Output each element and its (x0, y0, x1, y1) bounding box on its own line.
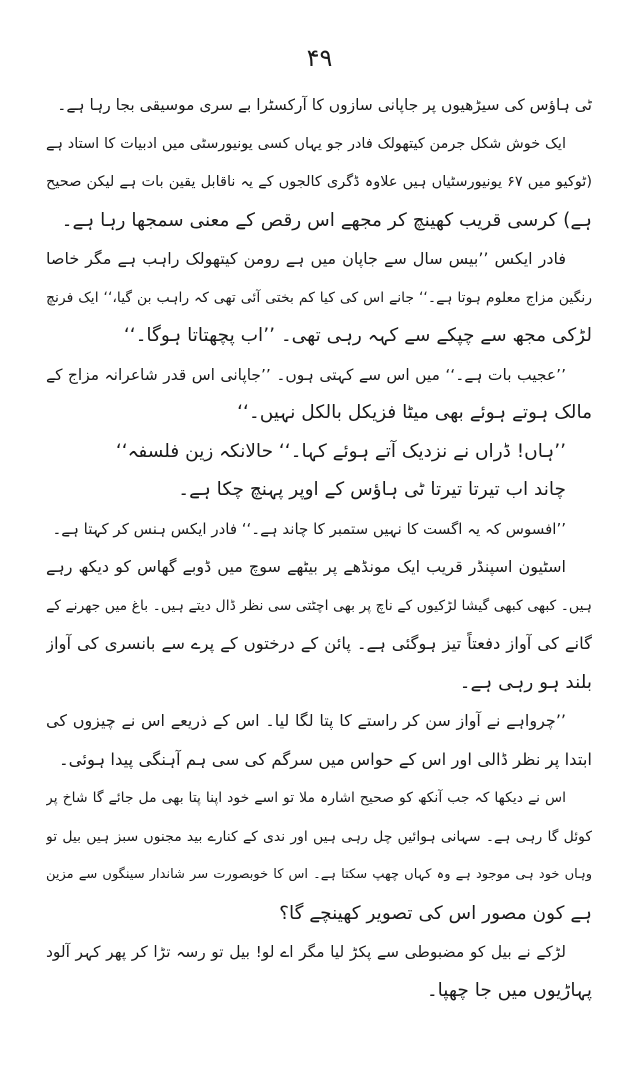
text-line: ’’عجیب بات ہے۔‘‘ میں اس سے کہتی ہوں۔ ’’جاپانی اس قدر شاعرانہ مزاج کے (46, 365, 566, 384)
text-line: وہاں خود ہی موجود ہے وہ کہاں چھپ سکتا ہے۔ اس کا خوبصورت سر شاندار سینگوں سے مزین (46, 867, 592, 882)
text-line: ایک خوش شکل جرمن کیتھولک فادر جو یہاں کسی یونیورسٹی میں ادبیات کا استاد ہے (46, 135, 566, 152)
page-number: ۴۹ (306, 44, 333, 72)
text-line: ’’ہاں! ڈراں نے نزدیک آتے ہوئے کہا۔‘‘ حالانکہ زین فلسفہ‘‘ (115, 440, 566, 462)
text-line: ہیں۔ کبھی کبھی گیشا لڑکیوں کے ناچ پر بھی اچٹتی سی نظر ڈال دیتے ہیں۔ باغ میں جھرنے کے (46, 597, 592, 614)
text-line: ’’چرواہے نے آواز سن کر راستے کا پتا لگا لیا۔ اس کے ذریعے اس نے چیزوں کی (46, 711, 566, 730)
text-line: اس نے دیکھا کہ جب آنکھ کو صحیح اشارہ ملا تو اسے خود اپنا پتا بھی مل جائے گا شاخ پر (46, 790, 566, 806)
text-line: لڑکی مجھ سے چپکے سے کہہ رہی تھی۔ ’’اب پچھتاتا ہوگا۔‘‘ (123, 325, 592, 346)
text-line: پہاڑیوں میں جا چھپا۔ (426, 979, 592, 1001)
text-line: ’’افسوس کہ یہ اگست کا نہیں ستمبر کا چاند ہے۔‘‘ فادر ایکس ہنس کر کہتا ہے۔ (52, 519, 566, 538)
body-text (46, 86, 592, 1010)
text-line: مالک ہوتے ہوئے بھی میٹا فزیکل بالکل نہیں۔‘‘ (237, 402, 592, 423)
text-line: گانے کی آواز دفعتاً تیز ہوگئی ہے۔ پائن کے درختوں کے پرے سے بانسری کی آواز (46, 634, 592, 653)
text-line: بلند ہو رہی ہے۔ (459, 671, 592, 693)
text-line: کوئل گا رہی ہے۔ سہانی ہوائیں چل رہی ہیں اور ندی کے کنارے بید مجنوں سبز ہیں بیل تو (46, 828, 592, 845)
text-line: ابتدا پر نظر ڈالی اور اس کے حواس میں سرگم کی سی ہم آہنگی پیدا ہوئی۔ (58, 749, 592, 769)
text-line: چاند اب تیرتا تیرتا ٹی ہاؤس کے اوپر پہنچ چکا ہے۔ (178, 479, 566, 500)
text-line: ٹی ہاؤس کی سیڑھیوں پر جاپانی سازوں کا آرکسٹرا بے سری موسیقی بجا رہا ہے۔ (57, 96, 592, 114)
text-line: لڑکے نے بیل کو مضبوطی سے پکڑ لیا مگر اے لو! بیل تو رسہ تڑا کر پھر کہر آلود (46, 943, 566, 961)
text-line: اسٹیون اسپنڈر قریب ایک مونڈھے پر بیٹھے سوچ میں ڈوبے گھاس کو دیکھ رہے (46, 557, 566, 576)
text-line: رنگین مزاج معلوم ہوتا ہے۔‘‘ جانے اس کی کیا کم بختی آئی تھی کہ راہب بن گیا،‘‘ ایک فرنچ (46, 289, 592, 306)
text-line: ہے) کرسی قریب کھینچ کر مجھے اس رقص کے معنی سمجھا رہا ہے۔ (61, 209, 592, 231)
text-line: فادر ایکس ’’بیس سال سے جاپان میں ہے رومن کیتھولک راہب ہے مگر خاصا (46, 249, 566, 268)
text-line: (ٹوکیو میں ۶۷ یونیورسٹیاں ہیں علاوہ ڈگری کالجوں کے یہ ناقابل یقین بات ہے لیکن صحیح (46, 174, 592, 190)
text-line: ہے کون مصور اس کی تصویر کھینچے گا؟ (279, 902, 592, 924)
